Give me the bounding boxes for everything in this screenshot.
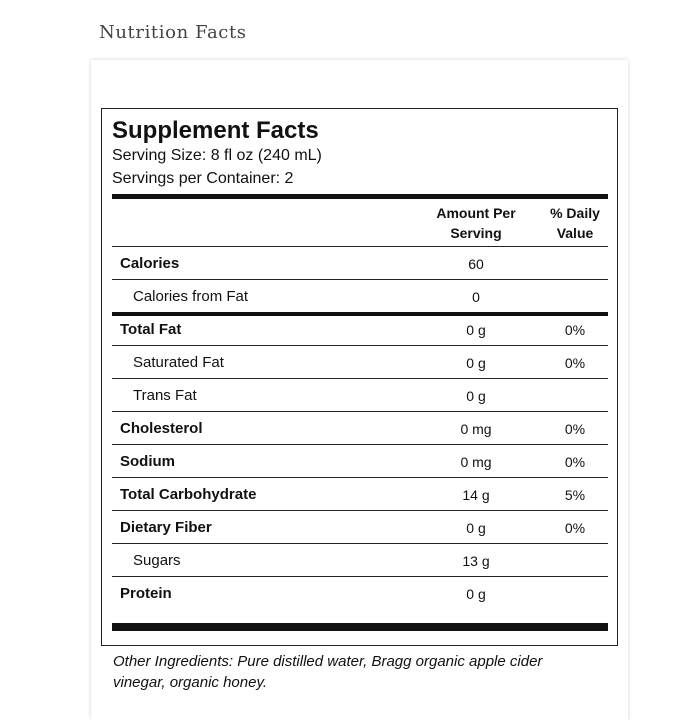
nutrient-daily-value: 0%: [564, 355, 586, 371]
row-protein: [112, 576, 608, 609]
nutrient-amount: 13 g: [462, 553, 490, 569]
row-total-carbohydrate: [112, 477, 608, 510]
nutrient-daily-value: 5%: [564, 487, 586, 503]
daily-header-line1: % Daily: [550, 205, 600, 221]
daily-value-header: [532, 203, 618, 243]
nutrient-label: Calories from Fat: [133, 288, 249, 305]
other-ingredients: Other Ingredients: Pure distilled water, Bragg organic apple cider vinegar, organic honey.: [113, 653, 543, 691]
nutrient-label: Total Carbohydrate: [120, 486, 257, 503]
nutrient-amount: 14 g: [462, 487, 490, 503]
divider-bar-top: [112, 194, 608, 199]
nutrient-daily-value: 0%: [564, 454, 586, 470]
nutrient-label: Trans Fat: [133, 387, 197, 404]
nutrient-amount: 0 g: [466, 355, 486, 371]
nutrient-amount: 0 g: [466, 322, 486, 338]
nutrient-amount: 60: [468, 256, 484, 272]
daily-header-line2: Value: [556, 225, 594, 241]
nutrient-daily-value: 0%: [564, 421, 586, 437]
amount-header-line2: Serving: [450, 225, 502, 241]
amount-per-serving-header: [424, 203, 528, 243]
nutrient-label: Calories: [120, 255, 180, 272]
servings-per-container: Servings per Container: 2: [112, 170, 294, 187]
supplement-facts-panel: [101, 108, 618, 646]
row-saturated-fat: [112, 345, 608, 378]
nutrient-label: Sodium: [120, 453, 175, 470]
amount-header-line1: Amount Per: [436, 205, 516, 221]
nutrient-amount: 0 mg: [460, 454, 492, 470]
nutrient-label: Dietary Fiber: [120, 519, 212, 536]
row-sugars: [112, 543, 608, 576]
page-title: Nutrition Facts: [99, 22, 247, 43]
supplement-facts-title: Supplement Facts: [112, 117, 319, 144]
nutrient-label: Sugars: [133, 552, 181, 569]
row-calories-from-fat: [112, 279, 608, 312]
nutrient-label: Total Fat: [120, 321, 182, 338]
nutrient-amount: 0 g: [466, 520, 486, 536]
divider-bar-bottom: [112, 623, 608, 631]
row-dietary-fiber: [112, 510, 608, 543]
row-total-fat: [112, 312, 608, 345]
nutrient-daily-value: 0%: [564, 520, 586, 536]
row-sodium: [112, 444, 608, 477]
nutrient-label: Saturated Fat: [133, 354, 224, 371]
row-trans-fat: [112, 378, 608, 411]
nutrient-amount: 0 g: [466, 388, 486, 404]
nutrient-label: Protein: [120, 585, 172, 602]
nutrient-table: [112, 246, 608, 609]
nutrient-amount: 0: [472, 289, 480, 305]
nutrient-label: Cholesterol: [120, 420, 203, 437]
serving-size: Serving Size: 8 fl oz (240 mL): [112, 147, 322, 164]
nutrient-amount: 0 g: [466, 586, 486, 602]
row-calories: [112, 246, 608, 279]
row-cholesterol: [112, 411, 608, 444]
nutrient-amount: 0 mg: [460, 421, 492, 437]
nutrient-daily-value: 0%: [564, 322, 586, 338]
